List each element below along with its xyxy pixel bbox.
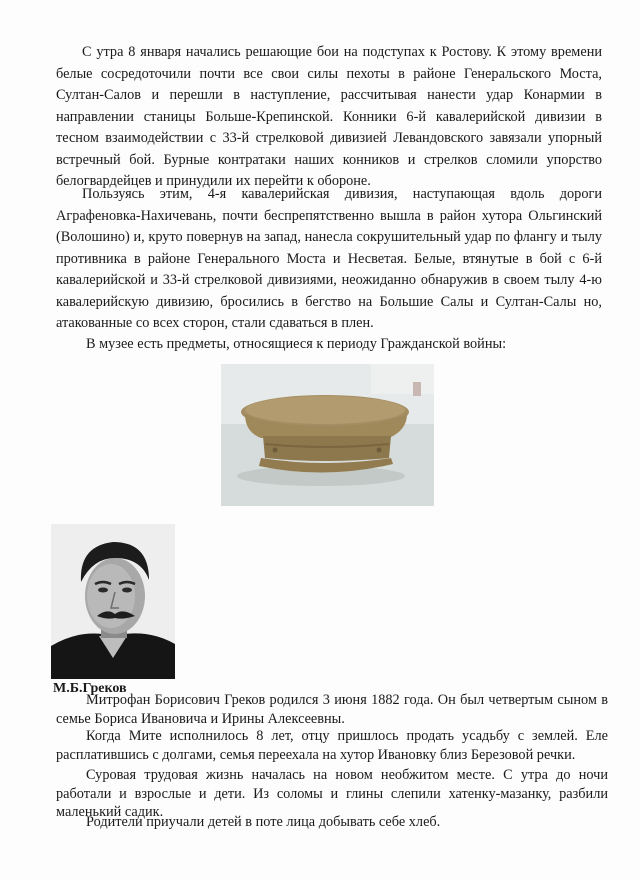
- military-cap-photo: [221, 364, 434, 506]
- paragraph-battle-rostov: С утра 8 января начались решающие бои на подступах к Ростову. К этому времени белые сосредоточили почти все свои силы пехоты в районе Генеральского Моста, Султан-Салов и перешли в наступление, рассчитывая нанести удар Конармии в направлении станицы Больше-Крепинской. Конники 6-й кавалерийской дивизии в тесном взаимодействии с 33-й стрелковой дивизией Левандовского завязали упорный встречный бой. Бурные контратаки наших конников и стрелков сломили упорство белогвардейцев и принудили их перейти к обороне.: [56, 44, 602, 189]
- bio-paragraph-birth: Митрофан Борисович Греков родился 3 июня 1882 года. Он был четвертым сыном в семье Бориса Ивановича и Ирины Алексеевны.: [56, 692, 608, 727]
- portrait-caption: М.Б.Греков: [53, 681, 127, 696]
- bio-paragraph-work: Суровая трудовая жизнь началась на новом необжитом месте. С утра до ночи работали и взрослые и дети. Из соломы и глины слепили хатенку-мазанку, разбили маленький садик.: [56, 767, 608, 820]
- paragraph-fourth-cavalry: Пользуясь этим, 4-я кавалерийская дивизия, наступающая вдоль дороги Аграфеновка-Нахичевань, почти беспрепятственно вышла в район хутора Ольгинский (Волошино) и, круто повернув на запад, нанесла сокрушительный удар по флангу и тылу противника в районе Генерального Моста и Несветая. Белые, втянутые в бой с 6-й кавалерийской и 33-й стрелковой дивизиями, неожиданно обнаружив в своем тылу 4-ю кавалерийскую дивизию, бросились в бегство на Большие Салы и Султан-Салы но, атакованные со всех сторон, стали сдаваться в плен.: [56, 186, 602, 331]
- paragraph-museum-items: В музее есть предметы, относящиеся к периоду Гражданской войны:: [86, 336, 507, 352]
- bio-paragraph-move: Когда Мите исполнилось 8 лет, отцу пришлось продать усадьбу с землей. Еле расплатившись с долгами, семья переехала на хутор Ивановку близ Березовой речки.: [56, 728, 608, 763]
- bio-paragraph-parents: Родители приучали детей в поте лица добывать себе хлеб.: [86, 814, 441, 830]
- portrait-photo: [51, 524, 175, 679]
